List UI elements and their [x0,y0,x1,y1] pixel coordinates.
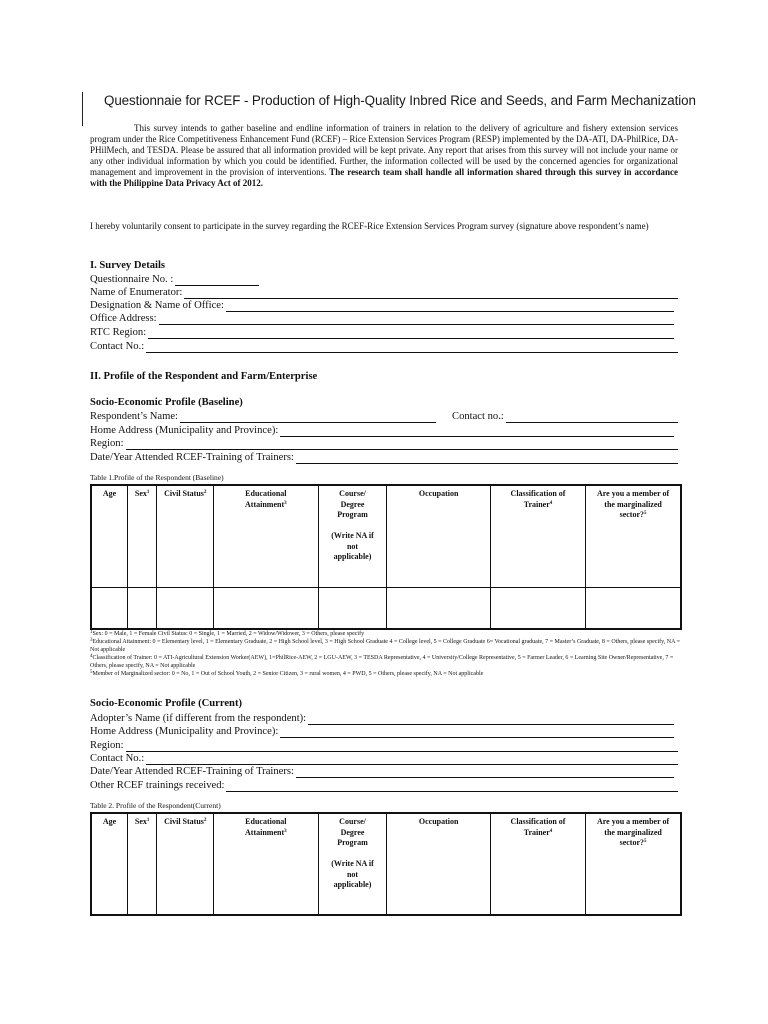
current-heading: Socio-Economic Profile (Current) [90,698,243,709]
header-age: Age [91,813,127,915]
cell-sex[interactable] [127,587,156,629]
cell-educational-attainment[interactable] [214,587,318,629]
table-2-caption: Table 2. Profile of the Respondent(Current) [90,801,221,810]
current-training-date-line[interactable] [296,767,674,778]
cell-course[interactable] [318,587,387,629]
margin-bar [82,92,83,126]
header-sex: Sex$^1$ [127,485,156,587]
intro-text: This survey intends to gather baseline and endline information of trainers in relation to the delivery of agriculture and fishery extension services program under the Rice Competitiveness Enhancement Fund (RCEF) – Rice Extension Services Program (RESP) implemented by the DA-ATI, DA-PhilRice, DA-PHilMech, and TESDA. Please be assured that all information provided will be kept private. Any report that arises from this survey will not include your name or any other individual information by which you could be identified. Further, the information collected will be used by the concerned agencies for organizational management and improvement in the provision of interventions. [90,123,678,177]
header-educational-attainment: Educational Attainment$^3$ [214,813,318,915]
cell-civil-status[interactable] [157,587,214,629]
enumerator-label: Name of Enumerator: [90,287,183,298]
table-row[interactable] [91,587,681,629]
current-training-date-field[interactable] [90,765,674,778]
header-classification: Classification of Trainer$^4$ [490,485,585,587]
current-region-field[interactable] [90,739,678,752]
other-trainings-label: Other RCEF trainings received: [90,780,225,791]
current-contact-field[interactable] [90,752,678,765]
current-training-date-label: Date/Year Attended RCEF-Training of Trainers: [90,766,294,777]
region-label: Region: [90,438,124,449]
training-date-label: Date/Year Attended RCEF-Training of Trainers: [90,452,294,463]
current-home-address-line[interactable] [280,727,674,738]
rtc-region-line[interactable] [148,328,674,339]
header-sex: Sex$^1$ [127,813,156,915]
designation-field[interactable] [90,299,674,312]
questionnaire-no-label: Questionnaire No. : [90,274,174,285]
consent-paragraph: I hereby voluntarily consent to participate in the survey regarding the RCEF-Rice Extension Services Program survey (signature above respondent’s name) [90,221,649,231]
designation-label: Designation & Name of Office: [90,300,224,311]
table-header-row [91,813,681,915]
cell-classification[interactable] [490,587,585,629]
training-date-line[interactable] [296,453,678,464]
current-contact-line[interactable] [146,754,678,765]
respondent-name-label: Respondent’s Name: [90,411,178,422]
header-civil-status: Civil Status$^2$ [157,813,214,915]
respondent-contact-line[interactable] [506,412,678,423]
section-2-heading: II. Profile of the Respondent and Farm/Enterprise [90,371,318,382]
enumerator-field[interactable] [90,286,678,299]
table-1-baseline-profile [90,484,682,630]
cell-marginalized[interactable] [586,587,681,629]
adopter-name-line[interactable] [308,714,674,725]
table-header-row [91,485,681,587]
header-marginalized: Are you a member of the marginalized sector?$^5$ [586,813,681,915]
table-footnotes [90,630,682,678]
questionnaire-no-field[interactable] [90,273,270,286]
questionnaire-no-line[interactable] [175,275,259,286]
respondent-contact-field[interactable] [452,410,678,423]
baseline-heading: Socio-Economic Profile (Baseline) [90,397,243,408]
adopter-name-label: Adopter’s Name (if different from the respondent): [90,713,307,724]
footnote-1: $^1$Sex: 0 = Male, 1 = Female Civil Status: 0 = Single, 1 = Married, 2 = Widow/Widower, 3 = Others, please specify [90,630,365,637]
intro-bold-text: The research team shall handle all information shared through this survey in accordance with the Philippine Data Privacy Act of 2012. [90,167,678,188]
footnote-4: $^5$Member of Marginalized sector: 0 = No, 1 = Out of School Youth, 2 = Senior Citizen, 3 = rural women, 4 = PWD, 5 = Others, please specify, NA = Not applicable [90,670,484,677]
current-region-line[interactable] [126,741,678,752]
other-trainings-line[interactable] [226,781,678,792]
respondent-name-line[interactable] [180,412,436,423]
footnote-3: $^4$Classification of Trainer: 0 = ATI-Agricultural Extension Worker(AEW), 1=PhilRice-AEW, 2 = LGU-AEW, 3 = TESDA Representative, 4 = University/College Representative, 5 = Farmer Leader, 6 = Learning Site Owner/Representative, 7 = Others, please specify, NA = Not applicable [90,654,674,669]
contact-no-line[interactable] [146,342,678,353]
other-trainings-field[interactable] [90,779,678,792]
header-civil-status: Civil Status$^2$ [157,485,214,587]
training-date-field[interactable] [90,451,678,464]
current-home-address-label: Home Address (Municipality and Province): [90,726,279,737]
designation-line[interactable] [226,301,674,312]
contact-no-field[interactable] [90,340,678,353]
header-marginalized: Are you a member of the marginalized sector?$^5$ [586,485,681,587]
table-1-caption: Table 1.Profile of the Respondent (Baseline) [90,473,224,482]
header-age: Age [91,485,127,587]
header-classification: Classification of Trainer$^4$ [490,813,585,915]
home-address-line[interactable] [280,426,674,437]
header-course: Course/ Degree Program (Write NA if not applicable) [318,813,387,915]
enumerator-line[interactable] [184,288,678,299]
footnote-2: $^3$Educational Attainment: 0 = Elementary level, 1 = Elementary Graduate, 2 = High School level, 3 = High School Graduate 4 = College level, 5 = College Graduate 6= Vocational graduate, 7 = Master’s Graduate, 8 = Others, please specify, NA = Not applicable [90,638,680,653]
respondent-contact-label: Contact no.: [452,411,504,422]
rtc-region-field[interactable] [90,326,674,339]
header-educational-attainment: Educational Attainment$^3$ [214,485,318,587]
rtc-region-label: RTC Region: [90,327,147,338]
intro-paragraph [90,123,678,189]
current-home-address-field[interactable] [90,725,674,738]
office-address-line[interactable] [159,314,674,325]
region-line[interactable] [126,439,678,450]
document-title: Questionnaie for RCEF - Production of High-Quality Inbred Rice and Seeds, and Farm Mechanization [104,93,696,108]
header-course: Course/ Degree Program (Write NA if not applicable) [318,485,387,587]
table-2-current-profile [90,812,682,916]
region-field[interactable] [90,437,678,450]
office-address-label: Office Address: [90,313,157,324]
current-contact-label: Contact No.: [90,753,145,764]
current-region-label: Region: [90,740,124,751]
home-address-label: Home Address (Municipality and Province): [90,425,279,436]
adopter-name-field[interactable] [90,712,674,725]
office-address-field[interactable] [90,312,674,325]
section-1-heading: I. Survey Details [90,260,166,271]
contact-no-label: Contact No.: [90,341,145,352]
header-occupation: Occupation [387,813,490,915]
cell-occupation[interactable] [387,587,490,629]
respondent-name-field[interactable] [90,410,436,423]
header-occupation: Occupation [387,485,490,587]
home-address-field[interactable] [90,424,674,437]
cell-age[interactable] [91,587,127,629]
